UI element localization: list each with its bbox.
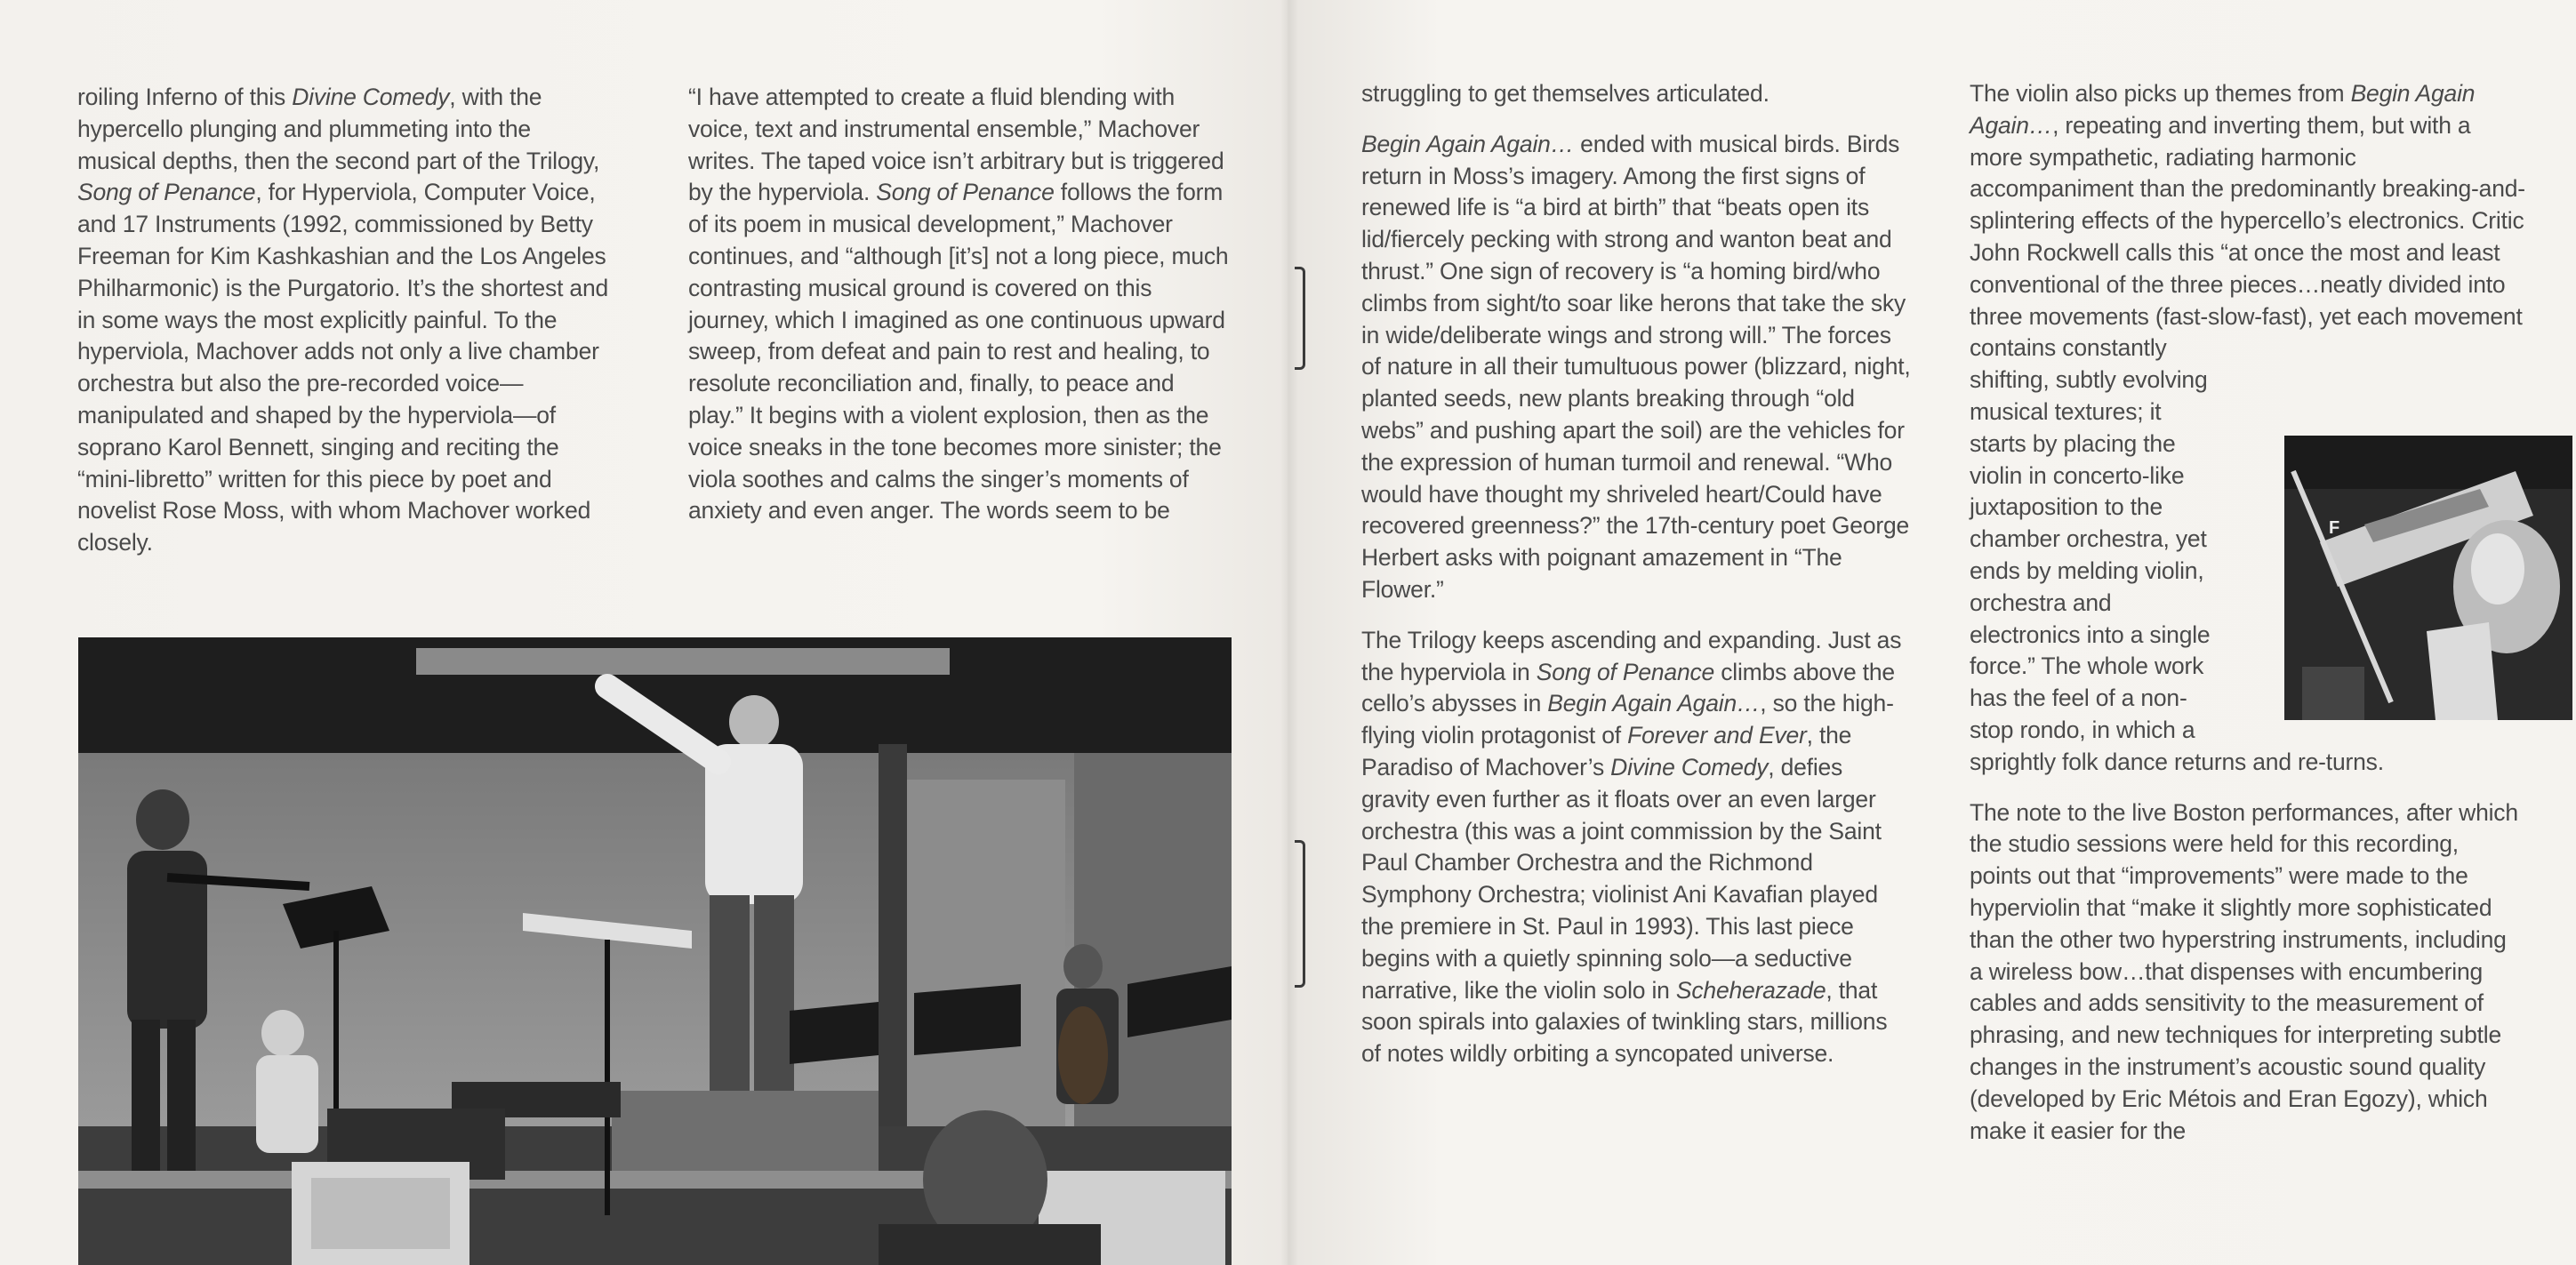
- text-line: stop rondo, in which a: [1970, 716, 2195, 743]
- staple-bottom: [1295, 840, 1305, 988]
- text-line: starts by placing the: [1970, 429, 2176, 457]
- device-marking: F: [2329, 518, 2340, 538]
- text-line: chamber orchestra, yet: [1970, 525, 2207, 553]
- paragraph: struggling to get themselves articulated.: [1361, 80, 1769, 107]
- rehearsal-photo: [78, 637, 1232, 1265]
- paragraph: The Trilogy keeps ascending and expanding. Just as the hyperviola in Song of Penance climbs above the cello’s abysses in Begin Again Again…, so the high-flying violin protagonist of Forever and Ever, the Paradiso of Machover’s Divine Comedy, defies gravity even further as it floats over an even larger orchestra (this was a joint commission by the Saint Paul Chamber Orchestra and the Richmond Symphony Orchestra; violinist Ani Kavafian played the premiere in St. Paul in 1993). This last piece begins with a quietly spinning solo—a seductive narrative, like the violin solo in Scheherazade, that soon spirals into galaxies of twinkling stars, millions of notes wildly orbiting a syncopated universe.: [1361, 626, 1902, 1068]
- paragraph: Begin Again Again… ended with musical birds. Birds return in Moss’s imagery. Among the first signs of renewed life is “a bird at birth” that “beats open its lid/fiercely pecking with strong and wanton beat and thrust.” One sign of recovery is “a homing bird/who climbs from sight/to soar like herons that take the sky in wide/deliberate wings and strong will.” The forces of nature in all their tumultuous power (blizzard, night, planted seeds, new plants breaking through “old webs” and pushing apart the soil) are the vehicles for the expression of human turmoil and renewal. “Who would have thought my shriveled heart/Could have recovered greenness?” the 17th-century poet George Herbert asks with poignant amazement in “The Flower.”: [1361, 130, 1911, 603]
- paragraph: sprightly folk dance returns and re-turns.: [1970, 748, 2384, 775]
- left-column-1: [77, 82, 611, 572]
- book-spine: [1280, 0, 1298, 1265]
- text-line: musical textures; it: [1970, 397, 2162, 425]
- paragraph: The violin also picks up themes from Begin Again Again…, repeating and inverting them, but with a more sympathetic, radiating harmonic accompaniment than the predominantly breaking-and-splintering effects of the hypercello’s electronics. Critic John Rockwell calls this “at once the most and least conventional of the three pieces…neatly divided into three movements (fast-slow-fast), yet each movement contains constantly: [1970, 80, 2525, 362]
- text-line: force.” The whole work: [1970, 653, 2204, 680]
- violin-closeup-photo: [2284, 436, 2572, 720]
- text-line: ends by melding violin,: [1970, 556, 2204, 584]
- text-line: violin in concerto-like: [1970, 461, 2185, 489]
- left-column-2: [688, 82, 1235, 540]
- paragraph: roiling Inferno of this Divine Comedy, with the hypercello plunging and plummeting into the musical depths, then the second part of the Trilogy, Song of Penance, for Hyperviola, Computer Voice, and 17 Instruments (1992, commissioned by Betty Freeman for Kim Kashkashian and the Los Angeles Philharmonic) is the Purgatorio. It’s the shortest and in some ways the most explicitly painful. To the hyperviola, Machover adds not only a live chamber orchestra but also the pre-recorded voice—manipulated and shaped by the hyperviola—of soprano Karol Bennett, singing and reciting the “mini-libretto” written for this piece by poet and novelist Rose Moss, with whom Machover worked closely.: [77, 84, 609, 556]
- text-line: juxtaposition to the: [1970, 493, 2163, 521]
- staple-top: [1295, 267, 1305, 370]
- narrow-text-block: [1970, 364, 2290, 747]
- paragraph: “I have attempted to create a fluid blending with voice, text and instrumental ensemble,” Machover writes. The taped voice isn’t arbitrary but is triggered by the hyperviola. Song of Penance follows the form of its poem in musical development,” Machover continues, and “although [it’s] not a long piece, much contrasting musical ground is covered on this journey, which I imagined as one continuous upward sweep, from defeat and pain to rest and healing, to resolute reconciliation and, finally, to peace and play.” It begins with a violent explosion, then as the voice sneaks in the tone becomes more sinister; the viola soothes and calms the singer’s moments of anxiety and even anger. The words seem to be: [688, 84, 1229, 524]
- text-line: electronics into a single: [1970, 620, 2211, 648]
- text-line: shifting, subtly evolving: [1970, 366, 2208, 394]
- paragraph: The note to the live Boston performances, after which the studio sessions were held for this recording, points out that “improvements” were made to the hyperviolin that “make it slightly more sophisticated than the other two hyperstring instruments, including a wireless bow…that dispenses with encumbering cables and adds sensitivity to the measurement of phrasing, and new techniques for interpreting subtle changes in the instrument’s acoustic sound quality (developed by Eric Métois and Eran Egozy), which make it easier for the: [1970, 798, 2518, 1144]
- text-line: has the feel of a non-: [1970, 685, 2187, 712]
- right-column-1: [1361, 78, 1913, 1083]
- text-line: orchestra and: [1970, 588, 2112, 616]
